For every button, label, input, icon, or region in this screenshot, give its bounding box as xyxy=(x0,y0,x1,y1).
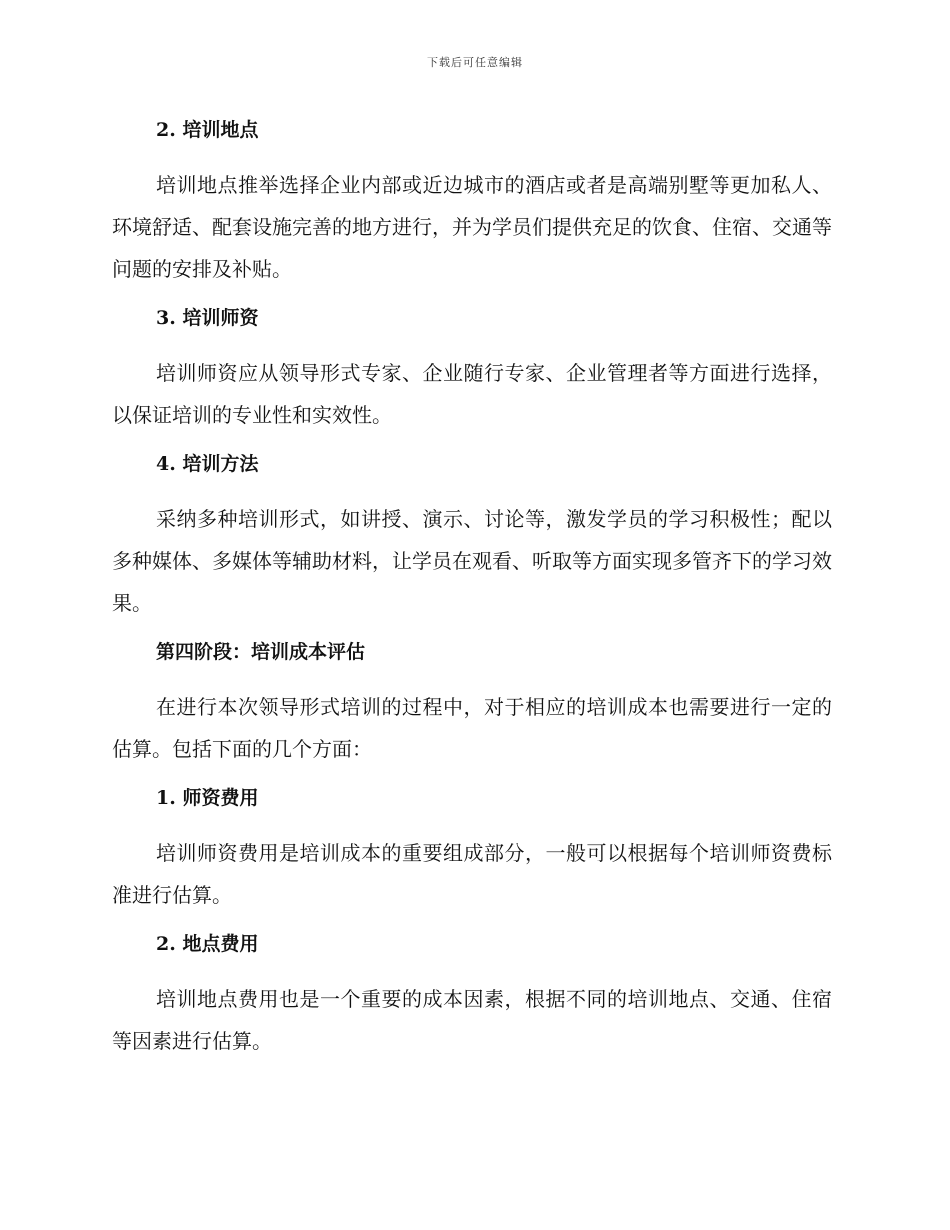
section-heading-venue-cost: 2. 地点费用 xyxy=(156,933,259,955)
section-heading-faculty-cost: 1. 师资费用 xyxy=(156,787,259,809)
section-paragraph-training-location: 培训地点推举选择企业内部或近边城市的酒店或者是高端别墅等更加私人、环境舒适、配套设施完善的地方进行，并为学员们提供充足的饮食、住宿、交通等问题的安排及补贴。 xyxy=(112,173,832,281)
section-heading-training-faculty: 3. 培训师资 xyxy=(156,307,259,329)
section-paragraph-training-methods: 采纳多种培训形式，如讲授、演示、讨论等，激发学员的学习积极性；配以多种媒体、多媒体等辅助材料，让学员在观看、听取等方面实现多管齐下的学习效果。 xyxy=(112,507,832,615)
section-heading-cost-evaluation: 第四阶段：培训成本评估 xyxy=(156,641,366,663)
page-header-note: 下载后可任意编辑 xyxy=(427,56,523,69)
document-body xyxy=(112,110,832,1062)
section-paragraph-venue-cost: 培训地点费用也是一个重要的成本因素，根据不同的培训地点、交通、住宿等因素进行估算。 xyxy=(112,987,832,1053)
section-heading-training-location: 2. 培训地点 xyxy=(156,119,259,141)
section-paragraph-faculty-cost: 培训师资费用是培训成本的重要组成部分，一般可以根据每个培训师资费标准进行估算。 xyxy=(112,841,832,907)
section-paragraph-cost-evaluation: 在进行本次领导形式培训的过程中，对于相应的培训成本也需要进行一定的估算。包括下面的几个方面： xyxy=(112,695,832,761)
section-paragraph-training-faculty: 培训师资应从领导形式专家、企业随行专家、企业管理者等方面进行选择，以保证培训的专业性和实效性。 xyxy=(112,361,832,427)
section-heading-training-methods: 4. 培训方法 xyxy=(156,453,259,475)
